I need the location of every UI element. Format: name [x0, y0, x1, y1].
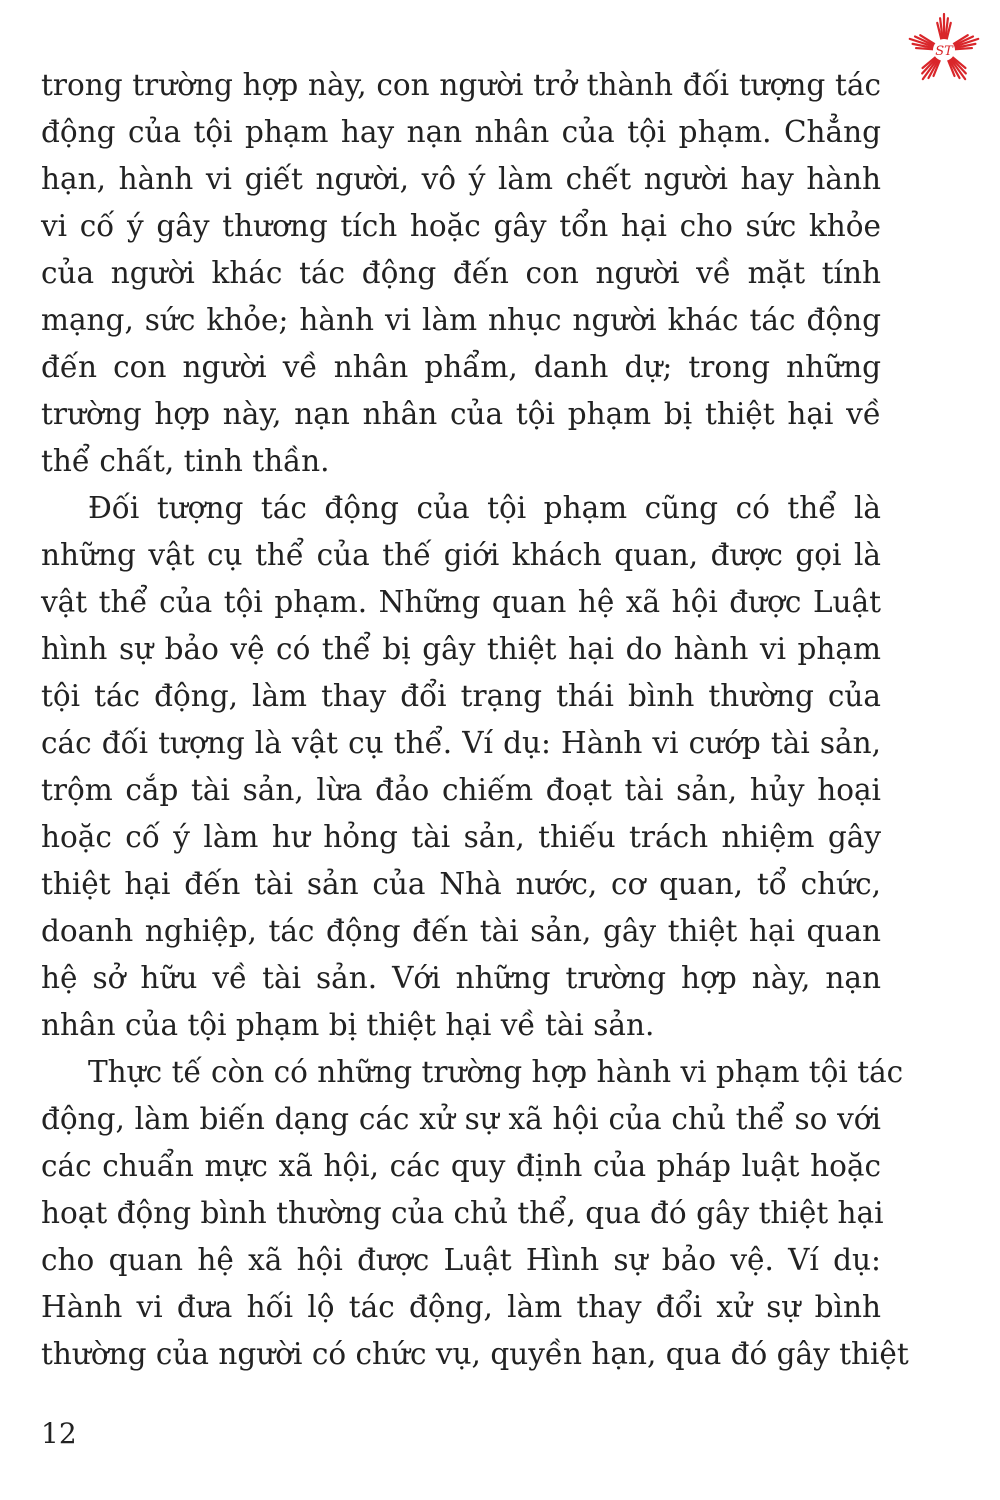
text-line: nhân của tội phạm bị thiệt hại về tài sản. — [41, 1008, 655, 1042]
star-ray — [953, 48, 972, 49]
text-line: doanh nghiệp, tác động đến tài sản, gây thiệt hại quan — [41, 914, 881, 948]
text-line: thể chất, tinh thần. — [41, 444, 330, 478]
text-line: của người khác tác động đến con người về mặt tính — [41, 256, 881, 290]
page-number: 12 — [41, 1417, 77, 1450]
text-line: hạn, hành vi giết người, vô ý làm chết người hay hành — [41, 162, 881, 196]
text-line: hệ sở hữu về tài sản. Với những trường hợp này, nạn — [41, 961, 881, 995]
star-logo-graphic — [906, 12, 982, 88]
paragraph — [41, 62, 881, 485]
body-text — [41, 62, 909, 1378]
text-line: các đối tượng là vật cụ thể. Ví dụ: Hành vi cướp tài sản, — [41, 726, 881, 760]
text-line: mạng, sức khỏe; hành vi làm nhục người khác tác động — [41, 303, 881, 337]
text-line: vật thể của tội phạm. Những quan hệ xã hội được Luật — [41, 585, 881, 619]
text-line: Thực tế còn có những trường hợp hành vi phạm tội tác — [88, 1055, 904, 1089]
text-line: Đối tượng tác động của tội phạm cũng có thể là — [88, 491, 881, 525]
text-line: hình sự bảo vệ có thể bị gây thiệt hại do hành vi phạm — [41, 632, 881, 666]
logo-lettering: ST — [935, 44, 953, 59]
text-line: hoặc cố ý làm hư hỏng tài sản, thiếu trách nhiệm gây — [41, 820, 881, 854]
paragraph — [41, 485, 881, 1049]
text-line: thường của người có chức vụ, quyền hạn, qua đó gây thiệt — [41, 1337, 909, 1371]
text-line: hoạt động bình thường của chủ thể, qua đó gây thiệt hại — [41, 1196, 884, 1230]
text-line: tội tác động, làm thay đổi trạng thái bình thường của — [41, 679, 881, 713]
publisher-star-logo-icon — [906, 12, 982, 88]
text-line: động của tội phạm hay nạn nhân của tội phạm. Chẳng — [41, 115, 881, 149]
text-line: cho quan hệ xã hội được Luật Hình sự bảo vệ. Ví dụ: — [41, 1243, 881, 1277]
text-line: Hành vi đưa hối lộ tác động, làm thay đổi xử sự bình — [41, 1290, 881, 1324]
paragraph — [41, 1049, 909, 1378]
text-line: động, làm biến dạng các xử sự xã hội của chủ thể so với — [41, 1102, 881, 1136]
text-line: các chuẩn mực xã hội, các quy định của pháp luật hoặc — [41, 1149, 881, 1183]
text-line: những vật cụ thể của thế giới khách quan, được gọi là — [41, 538, 881, 572]
text-line: thiệt hại đến tài sản của Nhà nước, cơ quan, tổ chức, — [41, 867, 881, 901]
text-line: đến con người về nhân phẩm, danh dự; trong những — [41, 350, 881, 384]
text-line: trường hợp này, nạn nhân của tội phạm bị thiệt hại về — [41, 397, 881, 431]
text-line: vi cố ý gây thương tích hoặc gây tổn hại cho sức khỏe — [41, 209, 881, 243]
text-line: trong trường hợp này, con người trở thành đối tượng tác — [41, 68, 881, 102]
text-line: trộm cắp tài sản, lừa đảo chiếm đoạt tài sản, hủy hoại — [41, 773, 881, 807]
